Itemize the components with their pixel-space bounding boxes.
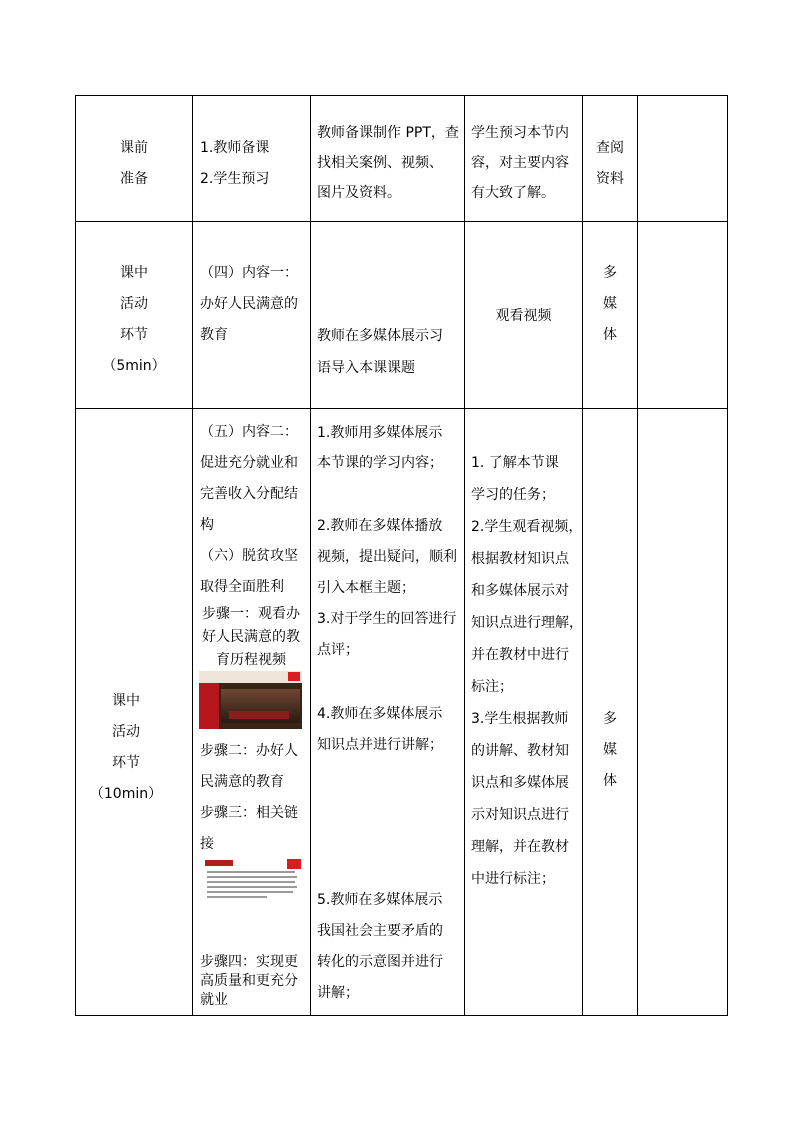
video-thumbnail-image xyxy=(199,671,302,729)
content-line: 步骤三：相关链 xyxy=(200,805,298,821)
text-line xyxy=(207,876,297,878)
row3-content-a xyxy=(200,417,308,603)
teacher-line: 教师在多媒体展示习 xyxy=(317,328,443,344)
student-line: 识点和多媒体展 xyxy=(471,775,569,791)
row3-phase xyxy=(76,686,176,810)
method-line: 查阅 xyxy=(596,140,624,156)
phase-line: 课中 xyxy=(120,265,148,281)
link-header-bar xyxy=(205,860,233,866)
flag-icon xyxy=(288,672,300,681)
teacher-line: 2.教师在多媒体播放 xyxy=(317,518,443,534)
content-line: 育历程视频 xyxy=(216,652,286,668)
text-line xyxy=(207,891,293,893)
student-line: 1. 了解本节课 xyxy=(471,455,559,471)
student-line: 和多媒体展示对 xyxy=(471,583,569,599)
content-line: （六）脱贫攻坚 xyxy=(200,548,298,564)
row3-student xyxy=(471,447,581,895)
text-line xyxy=(207,886,297,888)
content-line: （五）内容二： xyxy=(200,424,298,440)
teacher-line: 3.对于学生的回答进行 xyxy=(317,611,457,627)
flag-icon xyxy=(287,859,301,869)
text-line xyxy=(207,871,295,873)
row1-teacher xyxy=(317,118,463,208)
content-line: 办好人民满意的 xyxy=(200,296,298,312)
teacher-line: 知识点并进行讲解； xyxy=(317,737,443,753)
student-line: 知识点进行理解， xyxy=(471,615,583,631)
phase-line: 课前 xyxy=(120,140,148,156)
content-line: 高质量和更充分 xyxy=(200,973,298,989)
student-line: 并在教材中进行 xyxy=(471,647,569,663)
row2-content xyxy=(200,258,308,351)
phase-line: 环节 xyxy=(112,755,140,771)
content-line: 接 xyxy=(200,836,214,852)
student-line: 中进行标注； xyxy=(471,871,555,887)
row3-method xyxy=(583,704,637,797)
teacher-line: 图片及资料。 xyxy=(317,185,401,201)
content-line: 步骤四：实现更 xyxy=(200,954,298,970)
phase-line: 环节 xyxy=(120,327,148,343)
teacher-line: 4.教师在多媒体展示 xyxy=(317,706,443,722)
teacher-line: 教师备课制作 PPT，查 xyxy=(317,125,459,141)
content-line: 步骤一：观看办 xyxy=(202,606,300,622)
row3-content-c xyxy=(200,736,308,860)
student-line: 理解，并在教材 xyxy=(471,839,569,855)
content-line: 2.学生预习 xyxy=(200,171,270,187)
content-line: 1.教师备课 xyxy=(200,140,270,156)
teacher-line: 转化的示意图并进行 xyxy=(317,954,443,970)
content-line: 取得全面胜利 xyxy=(200,579,284,595)
thumbnail-title-band xyxy=(199,671,302,683)
content-line: 步骤二：办好人 xyxy=(200,743,298,759)
teacher-line: 引入本框主题； xyxy=(317,580,415,596)
student-line: 示对知识点进行 xyxy=(471,807,569,823)
phase-line: 课中 xyxy=(112,693,140,709)
row1-content xyxy=(200,133,308,195)
content-line: 构 xyxy=(200,517,214,533)
student-line: 学生预习本节内 xyxy=(471,125,569,141)
phase-line: （5min） xyxy=(102,358,166,374)
method-line: 多 xyxy=(603,265,617,281)
student-line: 观看视频 xyxy=(495,308,552,324)
teacher-line: 语导入本课课题 xyxy=(317,360,415,376)
content-line: 教育 xyxy=(200,327,228,343)
method-line: 媒 xyxy=(603,742,617,758)
row3-content-d xyxy=(200,953,308,1010)
student-line: 标注； xyxy=(471,679,513,695)
student-line: 有大致了解。 xyxy=(471,185,555,201)
row2-method xyxy=(583,258,637,351)
student-line: 根据教材知识点 xyxy=(471,551,569,567)
method-line: 资料 xyxy=(596,171,624,187)
row2-teacher xyxy=(317,320,463,384)
row2-phase xyxy=(76,258,192,382)
content-line: 好人民满意的教 xyxy=(202,629,300,645)
content-line: 促进充分就业和 xyxy=(200,455,298,471)
thumbnail-stage xyxy=(229,711,289,719)
method-line: 多 xyxy=(603,711,617,727)
text-line xyxy=(207,896,267,898)
student-line: 容，对主要内容 xyxy=(471,155,569,171)
teacher-line: 点评； xyxy=(317,642,359,658)
phase-line: 活动 xyxy=(112,724,140,740)
row1-method xyxy=(583,133,637,195)
row2-student xyxy=(465,306,582,326)
phase-line: 活动 xyxy=(120,296,148,312)
row1-student xyxy=(471,118,581,208)
phase-line: 准备 xyxy=(120,171,148,187)
thumbnail-banner xyxy=(199,683,219,729)
teacher-line: 5.教师在多媒体展示 xyxy=(317,892,443,908)
row3-content-b xyxy=(195,603,307,672)
content-line: 就业 xyxy=(200,992,228,1008)
phase-line: （10min） xyxy=(89,786,163,802)
teacher-line: 视频，提出疑问，顺利 xyxy=(317,549,457,565)
student-line: 3.学生根据教师 xyxy=(471,711,569,727)
content-line: 完善收入分配结 xyxy=(200,486,298,502)
method-line: 体 xyxy=(603,327,617,343)
content-line: 民满意的教育 xyxy=(200,774,284,790)
related-link-image xyxy=(205,857,301,905)
method-line: 体 xyxy=(603,773,617,789)
student-line: 学习的任务； xyxy=(471,487,555,503)
teacher-line: 1.教师用多媒体展示 xyxy=(317,425,443,441)
row1-phase xyxy=(76,133,192,195)
teacher-line: 我国社会主要矛盾的 xyxy=(317,923,443,939)
teacher-line: 讲解； xyxy=(317,985,359,1001)
content-line: （四）内容一： xyxy=(200,265,298,281)
student-line: 的讲解、教材知 xyxy=(471,743,569,759)
student-line: 2.学生观看视频， xyxy=(471,519,583,535)
teacher-line: 找相关案例、视频、 xyxy=(317,155,443,171)
method-line: 媒 xyxy=(603,296,617,312)
text-line xyxy=(207,881,295,883)
teacher-line: 本节课的学习内容； xyxy=(317,455,443,471)
